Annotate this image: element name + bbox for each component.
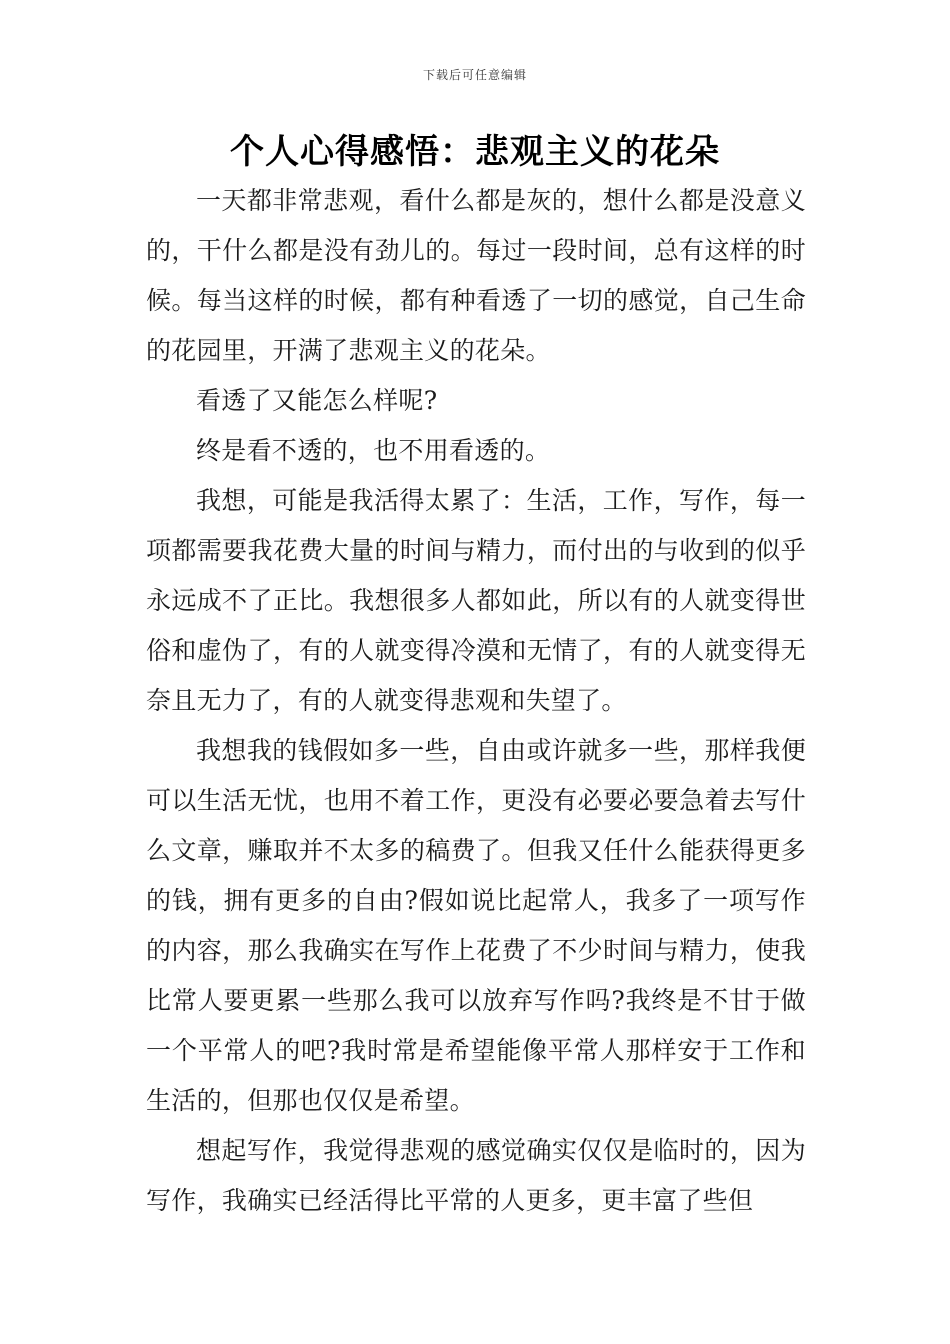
document-body [146, 176, 806, 1226]
paragraph-1: 一天都非常悲观，看什么都是灰的，想什么都是没意义的，干什么都是没有劲儿的。每过一段时间，总有这样的时候。每当这样的时候，都有种看透了一切的感觉，自己生命的花园里，开满了悲观主义的花朵。 [146, 186, 806, 365]
document-title: 个人心得感悟：悲观主义的花朵 [230, 132, 720, 172]
paragraph-6: 想起写作，我觉得悲观的感觉确实仅仅是临时的，因为写作，我确实已经活得比平常的人更多，更丰富了些但 [146, 1136, 806, 1215]
paragraph-4: 我想，可能是我活得太累了：生活，工作，写作，每一项都需要我花费大量的时间与精力，而付出的与收到的似乎永远成不了正比。我想很多人都如此，所以有的人就变得世俗和虚伪了，有的人就变得冷漠和无情了，有的人就变得无奈且无力了，有的人就变得悲观和失望了。 [146, 486, 806, 715]
paragraph-2: 看透了又能怎么样呢? [196, 386, 438, 415]
paragraph-5: 我想我的钱假如多一些，自由或许就多一些，那样我便可以生活无忧，也用不着工作，更没有必要必要急着去写什么文章，赚取并不太多的稿费了。但我又任什么能获得更多的钱，拥有更多的自由?假如说比起常人，我多了一项写作的内容，那么我确实在写作上花费了不少时间与精力，使我比常人要更累一些那么我可以放弃写作吗?我终是不甘于做一个平常人的吧?我时常是希望能像平常人那样安于工作和生活的，但那也仅仅是希望。 [146, 736, 806, 1115]
page-header: 下载后可任意编辑 [422, 68, 527, 82]
paragraph-3: 终是看不透的，也不用看透的。 [196, 436, 551, 465]
